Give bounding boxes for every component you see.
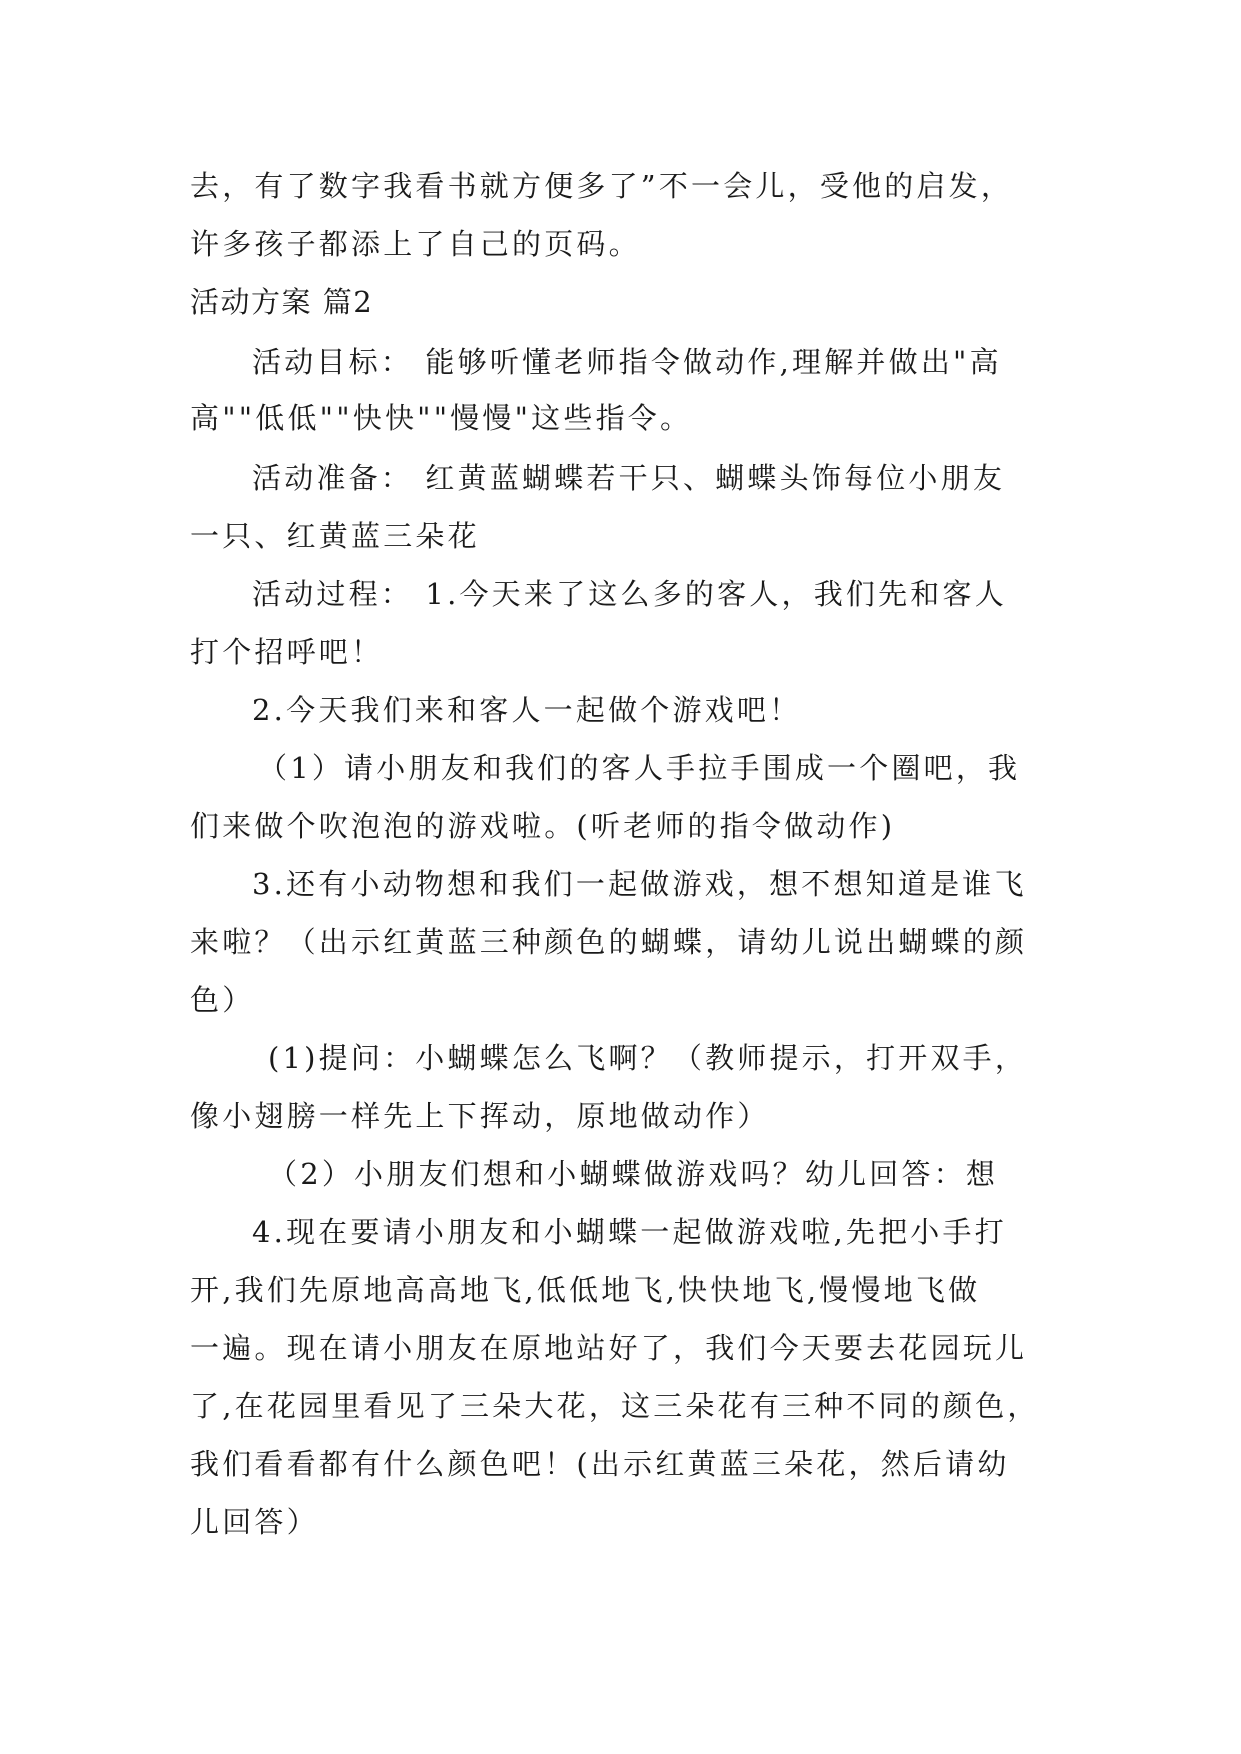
text-line: 活动目标： 能够听懂老师指令做动作,理解并做出"高 (252, 345, 1002, 379)
text-line: 2.今天我们来和客人一起做个游戏吧！ (252, 693, 802, 727)
section-heading: 活动方案 篇2 (190, 285, 374, 319)
text-line: 许多孩子都添上了自己的页码。 (190, 227, 641, 261)
text-line: 儿回答） (190, 1505, 319, 1539)
text-line: 色） (190, 983, 255, 1017)
text-line: 一遍。现在请小朋友在原地站好了，我们今天要去花园玩儿 (190, 1331, 1028, 1365)
text-line: 了,在花园里看见了三朵大花，这三朵花有三种不同的颜色， (190, 1389, 1040, 1423)
text-line: 像小翅膀一样先上下挥动，原地做动作） (190, 1099, 770, 1133)
text-line: (1)提问：小蝴蝶怎么飞啊？（教师提示，打开双手， (268, 1041, 1028, 1075)
text-line: 来啦？（出示红黄蓝三种颜色的蝴蝶，请幼儿说出蝴蝶的颜 (190, 925, 1028, 959)
text-line: （1）请小朋友和我们的客人手拉手围成一个圈吧，我 (258, 751, 1021, 785)
text-line: 活动过程： 1.今天来了这么多的客人，我们先和客人 (252, 577, 1007, 611)
text-line: 我们看看都有什么颜色吧！(出示红黄蓝三朵花，然后请幼 (190, 1447, 1010, 1481)
text-line: 活动准备： 红黄蓝蝴蝶若干只、蝴蝶头饰每位小朋友 (252, 461, 1006, 495)
text-line: 们来做个吹泡泡的游戏啦。(听老师的指令做动作) (190, 809, 896, 843)
text-line: 3.还有小动物想和我们一起做游戏，想不想知道是谁飞 (252, 867, 1027, 901)
text-line: 打个招呼吧！ (190, 635, 384, 669)
text-line: 4.现在要请小朋友和小蝴蝶一起做游戏啦,先把小手打 (252, 1215, 1007, 1249)
text-line: 高""低低""快快""慢慢"这些指令。 (190, 401, 693, 435)
text-line: （2）小朋友们想和小蝴蝶做游戏吗？幼儿回答：想 (268, 1157, 999, 1191)
text-line: 开,我们先原地高高地飞,低低地飞,快快地飞,慢慢地飞做 (190, 1273, 981, 1307)
text-line: 一只、红黄蓝三朵花 (190, 519, 480, 553)
text-line: 去，有了数字我看书就方便多了”不一会儿，受他的启发， (190, 169, 1014, 203)
